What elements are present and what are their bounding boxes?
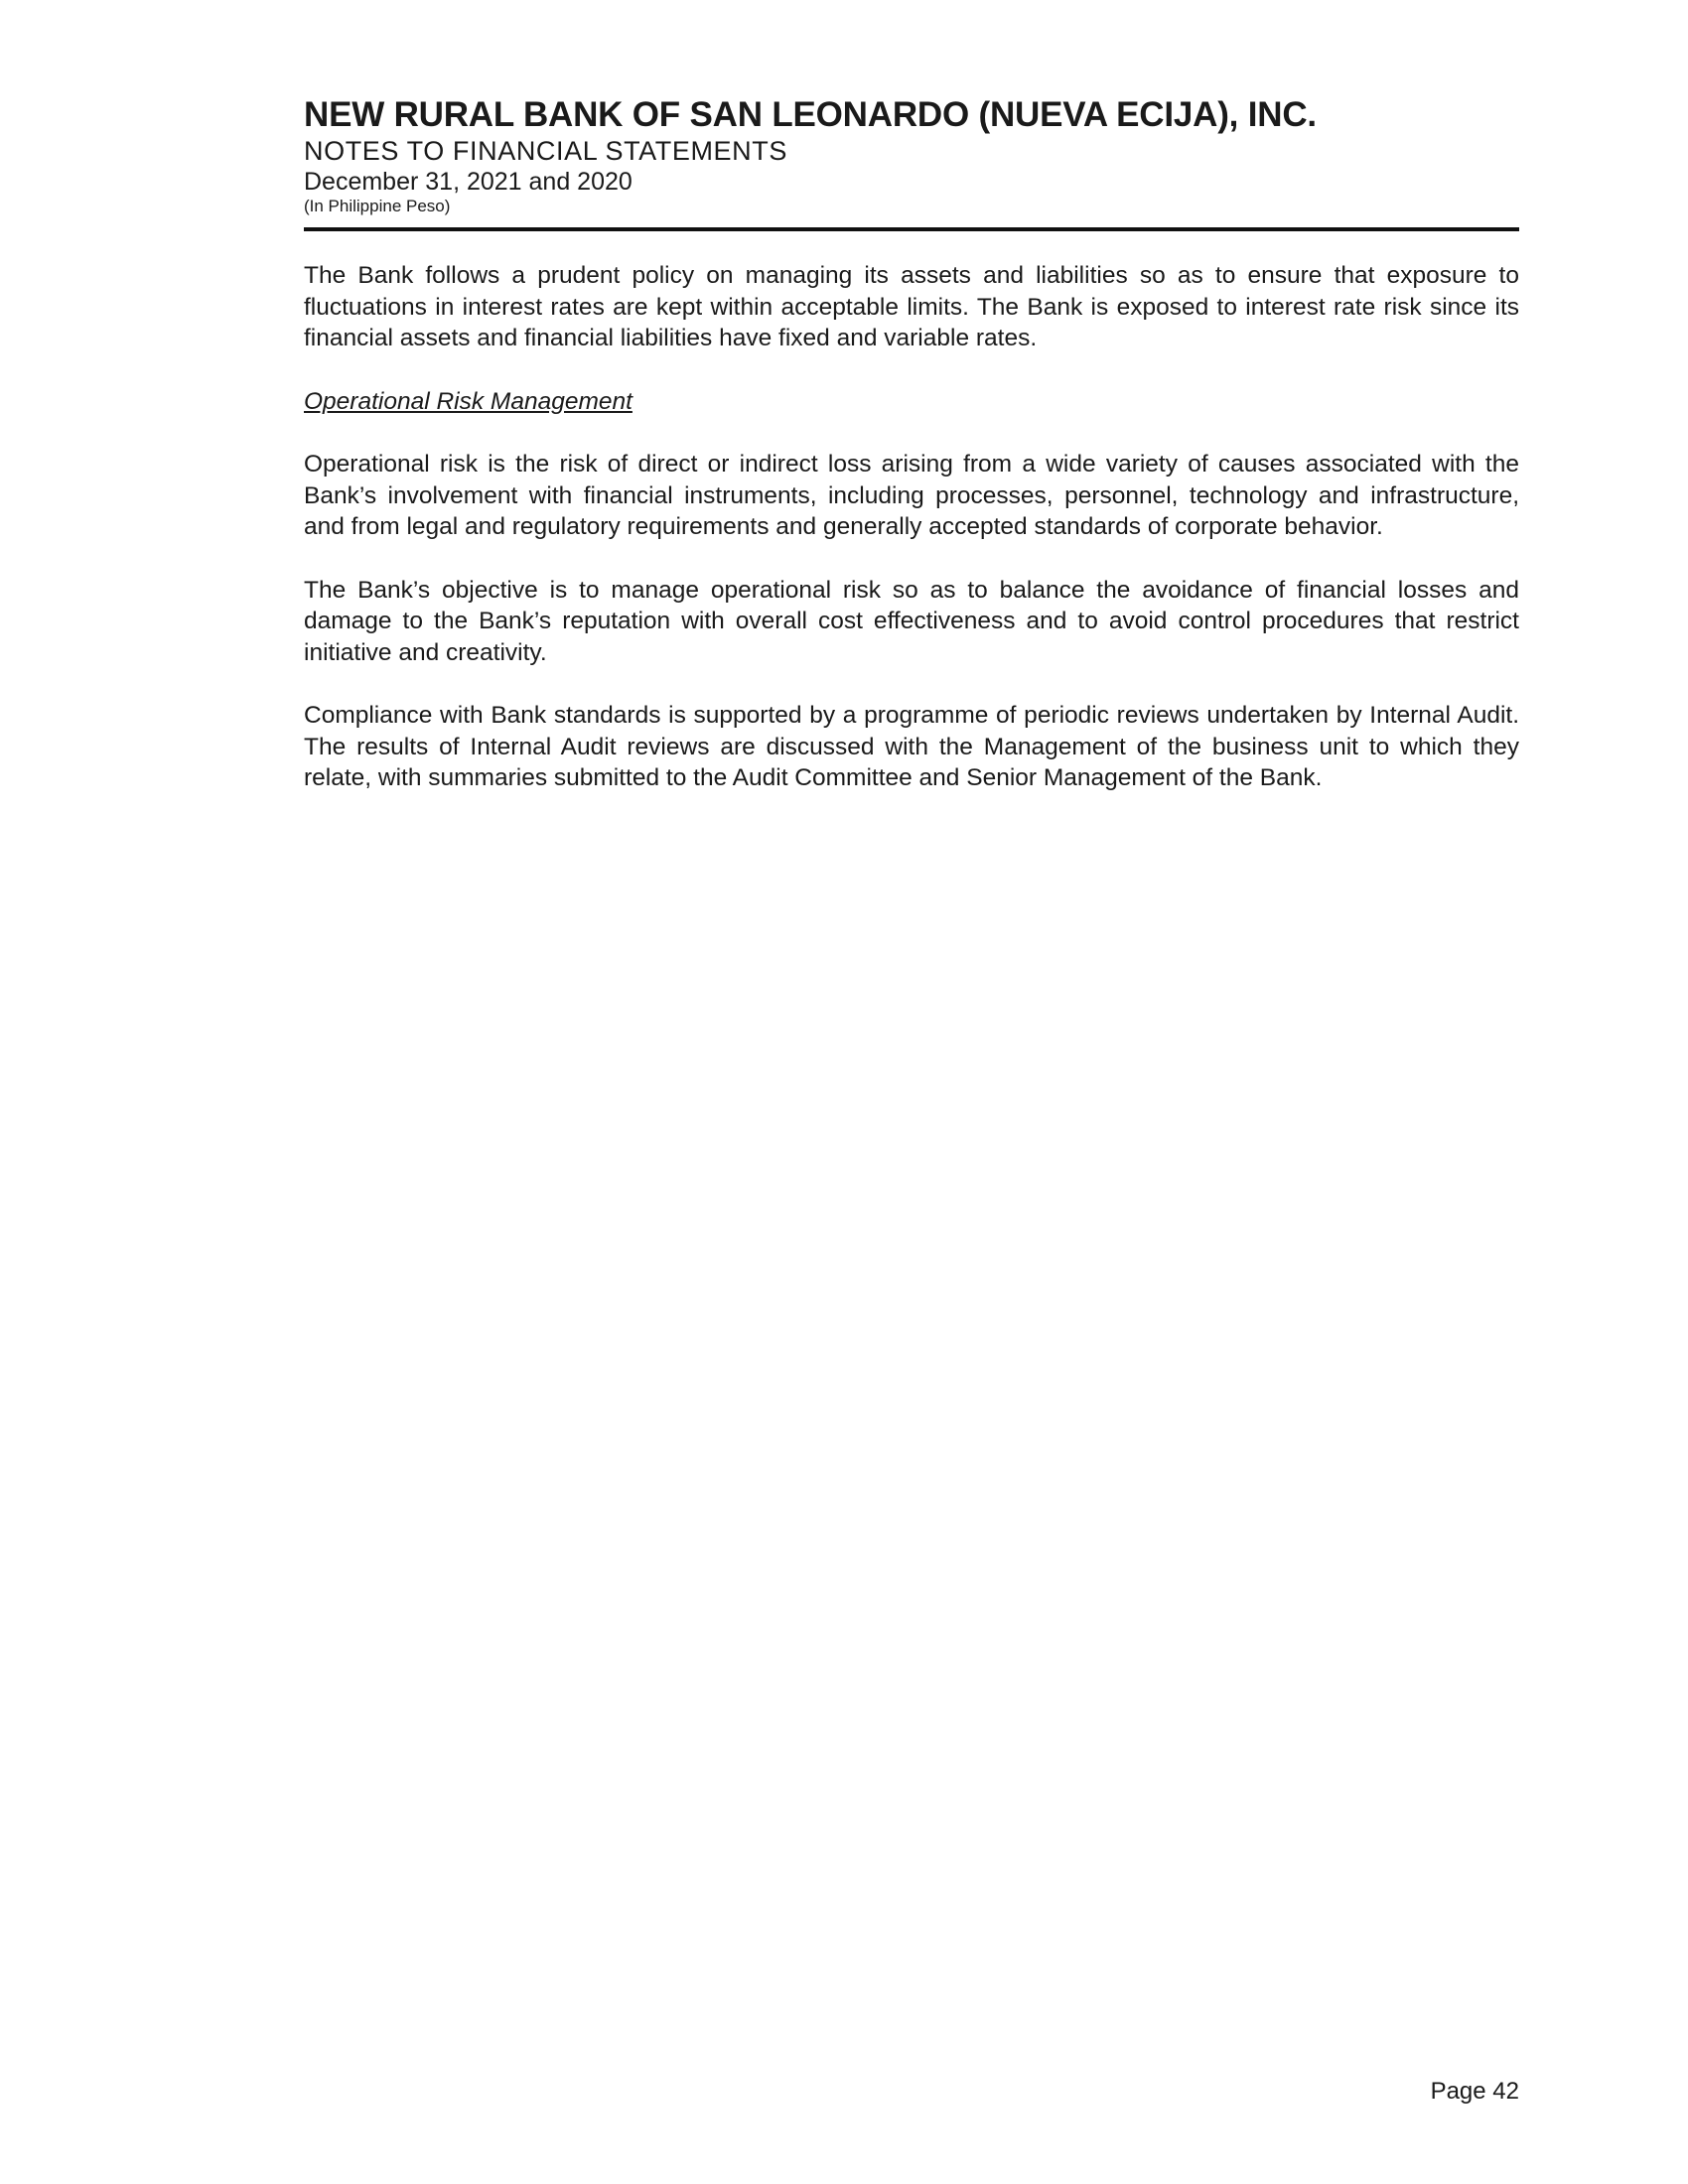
paragraph-interest-rate-risk: The Bank follows a prudent policy on managing its assets and liabilities so as to ensure that exposure to fluctuations in interest rates are kept within acceptable limits. The Bank is exposed to interest rate risk since its financial assets and financial liabilities have fixed and variable rates. bbox=[304, 262, 1519, 351]
document-body bbox=[304, 260, 1519, 826]
document-header bbox=[304, 95, 1519, 216]
header-divider bbox=[304, 227, 1519, 231]
paragraph-operational-risk-definition: Operational risk is the risk of direct or indirect loss arising from a wide variety of causes associated with the Bank’s involvement with financial instruments, including processes, personnel, technology and infrastructure, and from legal and regulatory requirements and generally accepted standards of corporate behavior. bbox=[304, 451, 1519, 540]
paragraph-compliance-reviews: Compliance with Bank standards is supported by a programme of periodic reviews undertaken by Internal Audit. The results of Internal Audit reviews are discussed with the Management of the business unit to which they relate, with summaries submitted to the Audit Committee and Senior Management of the Bank. bbox=[304, 702, 1519, 791]
section-heading-operational-risk: Operational Risk Management bbox=[304, 387, 633, 415]
currency-note: (In Philippine Peso) bbox=[304, 197, 451, 215]
statement-title: NOTES TO FINANCIAL STATEMENTS bbox=[304, 136, 787, 166]
statement-date: December 31, 2021 and 2020 bbox=[304, 168, 633, 196]
paragraph-operational-risk-objective: The Bank’s objective is to manage operational risk so as to balance the avoidance of financial losses and damage to the Bank’s reputation with overall cost effectiveness and to avoid control procedures that restrict initiative and creativity. bbox=[304, 576, 1519, 666]
company-name: NEW RURAL BANK OF SAN LEONARDO (NUEVA ECIJA), INC. bbox=[304, 95, 1317, 134]
page-number: Page 42 bbox=[1430, 2078, 1519, 2105]
